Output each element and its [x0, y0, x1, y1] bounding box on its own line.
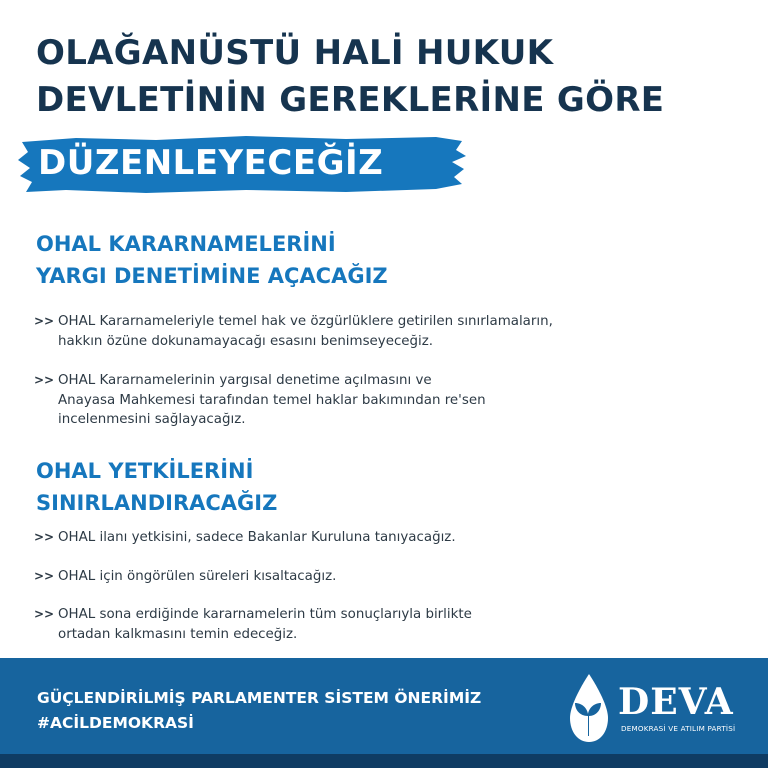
- chevron-double-right-icon: >>: [34, 607, 55, 621]
- section-title-line-2: YARGI DENETİMİNE AÇACAĞIZ: [36, 264, 388, 288]
- footer-hashtag: #ACİLDEMOKRASİ: [37, 714, 194, 732]
- bullet-text: OHAL sona erdiğinde kararnamelerin tüm sonuçlarıyla birlikte ortadan kalkmasını temin edeceğiz.: [58, 607, 472, 642]
- deva-logo: [566, 672, 748, 748]
- list-item: [34, 371, 553, 430]
- section-title-line-2: SINIRLANDIRACAĞIZ: [36, 491, 278, 515]
- bullet-text: OHAL ilanı yetkisini, sadece Bakanlar Kuruluna tanıyacağız.: [58, 530, 456, 545]
- logo-tagline: DEMOKRASİ VE ATILIM PARTİSİ: [621, 724, 736, 733]
- list-item: [34, 605, 472, 644]
- water-drop-leaf-icon: [566, 672, 612, 746]
- chevron-double-right-icon: >>: [34, 530, 55, 544]
- logo-wordmark: DEVA: [618, 681, 734, 723]
- bullet-list-decree-review: [34, 312, 553, 430]
- section-title-line-1: OHAL YETKİLERİNİ: [36, 459, 254, 483]
- bullet-list-authority-limits: [34, 528, 472, 644]
- footer-text: [37, 686, 481, 736]
- list-item: [34, 312, 553, 351]
- section-title-authority-limits: [36, 455, 277, 519]
- headline-line-1: OLAĞANÜSTÜ HALİ HUKUK: [36, 33, 554, 73]
- chevron-double-right-icon: >>: [34, 568, 55, 583]
- footer-line-1: GÜÇLENDİRİLMİŞ PARLAMENTER SİSTEM ÖNERİMİZ: [37, 689, 482, 707]
- headline: [36, 30, 664, 124]
- section-title-line-1: OHAL KARARNAMELERİNİ: [36, 232, 336, 256]
- headline-highlight: DÜZENLEYECEĞİZ: [38, 143, 384, 183]
- chevron-double-right-icon: >>: [34, 314, 55, 328]
- bullet-text: OHAL Kararnamelerinin yargısal denetime açılmasını ve Anayasa Mahkemesi tarafından temel haklar bakımından re'sen incelenmesini sağlayacağız.: [58, 373, 486, 427]
- chevron-double-right-icon: >>: [34, 373, 55, 387]
- headline-line-2: DEVLETİNİN GEREKLERİNE GÖRE: [36, 80, 665, 120]
- bullet-text: OHAL Kararnameleriyle temel hak ve özgürlüklere getirilen sınırlamaların, hakkın özüne dokunamayacağı esasını benimseyeceğiz.: [58, 314, 553, 349]
- section-title-decree-review: [36, 228, 388, 292]
- bullet-text: OHAL için öngörülen süreleri kısaltacağız.: [58, 568, 337, 584]
- list-item: [34, 528, 472, 548]
- list-item: [34, 567, 472, 587]
- footer-strip: [0, 754, 768, 768]
